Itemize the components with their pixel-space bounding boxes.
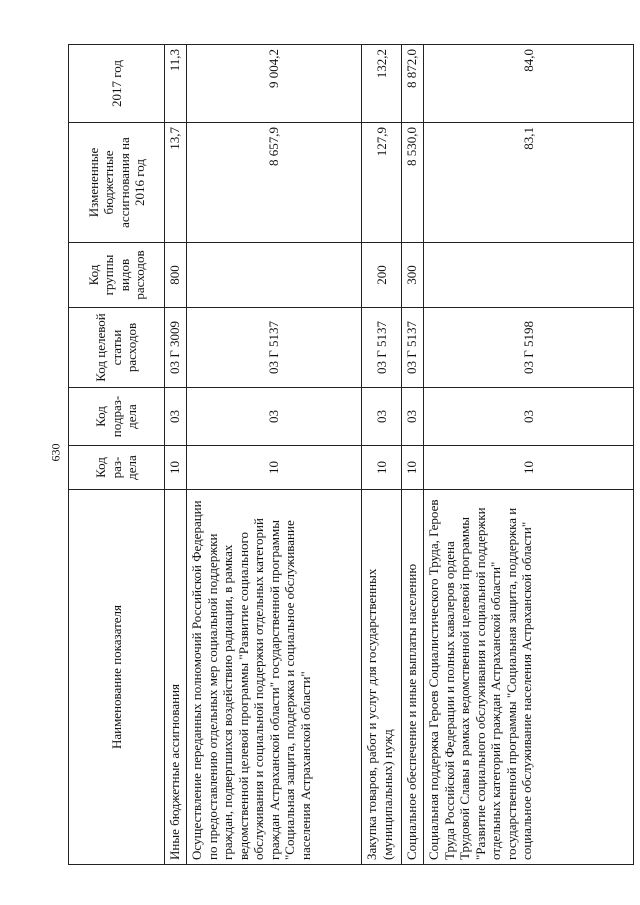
- header-vid: Код группы видов расходов: [69, 243, 165, 308]
- cell-2017: 11,3: [165, 45, 187, 123]
- cell-2016: 8 530,0: [402, 123, 424, 243]
- cell-podrazdel: 03: [424, 388, 634, 446]
- rotated-table-wrapper: [68, 45, 633, 865]
- table-row: [424, 45, 634, 865]
- cell-podrazdel: 03: [187, 388, 362, 446]
- cell-podrazdel: 03: [165, 388, 187, 446]
- table-row: [362, 45, 402, 865]
- cell-celevaya: 03 Г 5137: [402, 308, 424, 388]
- cell-celevaya: 03 Г 5198: [424, 308, 634, 388]
- cell-2017: 132,2: [362, 45, 402, 123]
- cell-vid: [187, 243, 362, 308]
- cell-name: Иные бюджетные ассигнования: [165, 490, 187, 865]
- cell-vid: 800: [165, 243, 187, 308]
- cell-razdel: 10: [165, 446, 187, 490]
- cell-razdel: 10: [187, 446, 362, 490]
- header-2016: Измененные бюджетные ассигнования на 2016 год: [69, 123, 165, 243]
- cell-podrazdel: 03: [362, 388, 402, 446]
- cell-name: Закупка товаров, работ и услуг для государственных (муниципальных) нужд: [362, 490, 402, 865]
- cell-razdel: 10: [362, 446, 402, 490]
- cell-2017: 9 004,2: [187, 45, 362, 123]
- budget-table: [68, 44, 634, 865]
- cell-name: Осуществление переданных полномочий Российской Федерации по предоставлению отдельных мер социальной поддержки граждан, подвергшихся воздействию радиации, в рамках ведомственной целевой программы "Развитие социального обслуживания и социальной поддержки отдельных категорий граждан Астраханской области" государственной программы "Социальная защита, поддержка и социальное обслуживание населения Астраханской области": [187, 490, 362, 865]
- table-row: [165, 45, 187, 865]
- cell-razdel: 10: [402, 446, 424, 490]
- cell-vid: 300: [402, 243, 424, 308]
- cell-vid: 200: [362, 243, 402, 308]
- cell-2017: 84,0: [424, 45, 634, 123]
- page-number: 630: [48, 443, 63, 462]
- cell-2016: 13,7: [165, 123, 187, 243]
- cell-celevaya: 03 Г 3009: [165, 308, 187, 388]
- table-row: [402, 45, 424, 865]
- cell-vid: [424, 243, 634, 308]
- cell-razdel: 10: [424, 446, 634, 490]
- header-name: Наименование показателя: [69, 490, 165, 865]
- cell-name: Социальная поддержка Героев Социалистического Труда, Героев Труда Российской Федерации и полных кавалеров ордена Трудовой Славы в рамках ведомственной целевой программы "Развитие социального обслуживания и социальной поддержки отдельных категорий граждан Астраханской области" государственной программы "Социальная защита, поддержка и социальное обслуживание населения Астраханской области": [424, 490, 634, 865]
- cell-2016: 8 657,9: [187, 123, 362, 243]
- header-razdel: Код раз-дела: [69, 446, 165, 490]
- header-2017: 2017 год: [69, 45, 165, 123]
- header-podrazdel: Код подраз-дела: [69, 388, 165, 446]
- header-celevaya: Код целевой статьи расходов: [69, 308, 165, 388]
- cell-2017: 8 872,0: [402, 45, 424, 123]
- table-row: [187, 45, 362, 865]
- cell-name: Социальное обеспечение и иные выплаты населению: [402, 490, 424, 865]
- table-header-row: [69, 45, 165, 865]
- cell-2016: 127,9: [362, 123, 402, 243]
- cell-celevaya: 03 Г 5137: [362, 308, 402, 388]
- cell-2016: 83,1: [424, 123, 634, 243]
- cell-celevaya: 03 Г 5137: [187, 308, 362, 388]
- cell-podrazdel: 03: [402, 388, 424, 446]
